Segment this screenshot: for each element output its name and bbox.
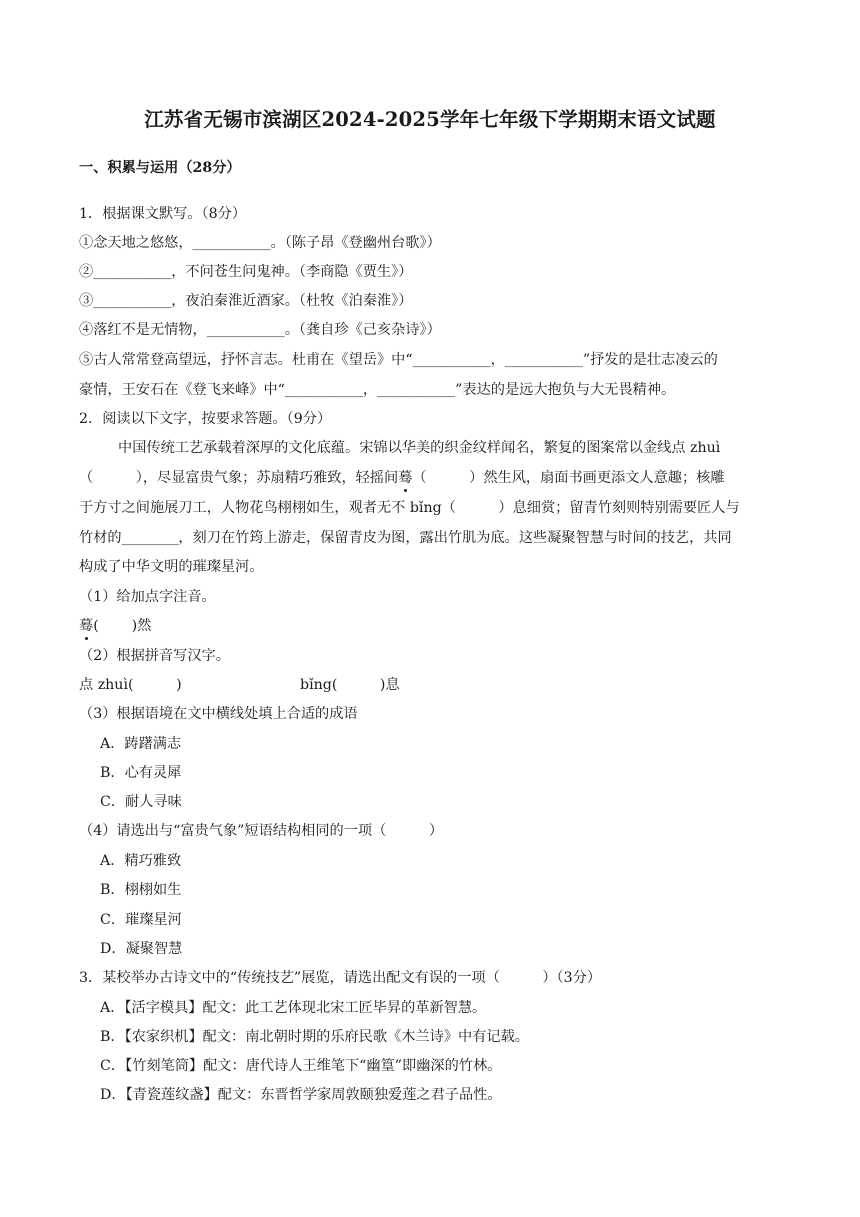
q3-option: A．【活字模具】配文：此工艺体现北宋工匠毕昇的革新智慧。 [100,1000,487,1016]
q1-item-1: ①念天地之悠悠，___________。（陈子昂《登幽州台歌》） [79,235,441,251]
q2-sub4-option: C．璀璨星河 [100,912,182,928]
q2-sub4-option: A．精巧雅致 [100,853,182,869]
section-heading: 一、积累与运用（28分） [79,160,241,176]
q2-sub3-option: A．踌躇满志 [100,736,182,752]
q2-passage-text: （ ），尽显富贵气象；苏扇精巧雅致，轻摇间 [79,470,399,486]
q1-item-4: ④落红不是无情物，___________。（龚自珍《己亥杂诗》） [79,322,441,338]
answer-blank: ( )然 [93,618,152,634]
q2-sub4-option: B．栩栩如生 [100,882,182,898]
dotted-char: 蓦 [79,618,94,634]
q2-sub1: （1）给加点字注音。 [79,589,216,605]
q3-option: B．【农家织机】配文：南北朝时期的乐府民歌《木兰诗》中有记载。 [100,1029,529,1045]
q1-item-5-line2: 豪情，王安石在《登飞来峰》中“___________，___________”表达的是远大抱负与大无畏精神。 [79,382,676,398]
q2-sub2-answer-a: 点 zhuì( ) [79,677,182,693]
q2-passage-line2 [79,468,725,488]
q1-item-5-line1: ⑤古人常常登高望远，抒怀言志。杜甫在《望岳》中“___________，___________”抒发的是壮志凌云的 [79,352,718,368]
q2-sub4: （4）请选出与“富贵气象”短语结构相同的一项（ ） [79,823,444,839]
q2-heading: 2．阅读以下文字，按要求答题。（9分） [79,411,332,427]
q3-option: D．【青瓷莲纹盏】配文：东晋哲学家周敦颐独爱莲之君子品性。 [100,1087,502,1103]
q3-option: C．【竹刻笔筒】配文：唐代诗人王维笔下“幽篁”即幽深的竹林。 [100,1058,502,1074]
q1-item-2: ②___________，不问苍生问鬼神。（李商隐《贾生》） [79,264,413,280]
q2-sub3: （3）根据语境在文中横线处填上合适的成语 [79,706,358,722]
q2-passage-text: （ ）然生风，扇面书画更添文人意趣；核雕 [412,470,725,486]
q1-item-3: ③___________，夜泊秦淮近酒家。（杜牧《泊秦淮》） [79,293,413,309]
q3-heading: 3．某校举办古诗文中的“传统技艺”展览，请选出配文有误的一项（ ）（3分） [79,970,602,986]
dotted-char: 蓦 [398,470,413,486]
q2-sub2-answer-b: bǐng( )息 [300,677,400,693]
q2-passage-line3: 于方寸之间施展刀工，人物花鸟栩栩如生，观者无不 bǐng（ ）息细赏；留青竹刻则特别需要匠人与 [79,500,740,516]
q1-heading: 1．根据课文默写。（8分） [79,206,247,222]
q2-passage-line1: 中国传统工艺承载着深厚的文化底蕴。宋锦以华美的织金纹样闻名，繁复的图案常以金线点 zhuì [118,440,721,456]
q2-sub3-option: B．心有灵犀 [100,765,182,781]
q2-sub3-option: C．耐人寻味 [100,794,182,810]
q2-sub1-answer [79,616,151,636]
q2-passage-line5: 构成了中华文明的璀璨星河。 [79,559,264,575]
q2-sub2: （2）根据拼音写汉字。 [79,648,230,664]
page-title: 江苏省无锡市滨湖区2024-2025学年七年级下学期期末语文试题 [144,108,716,131]
q2-passage-line4: 竹材的________，刻刀在竹筠上游走，保留青皮为图，露出竹肌为底。这些凝聚智慧与时间的技艺，共同 [79,530,732,546]
q2-sub4-option: D．凝聚智慧 [100,941,183,957]
